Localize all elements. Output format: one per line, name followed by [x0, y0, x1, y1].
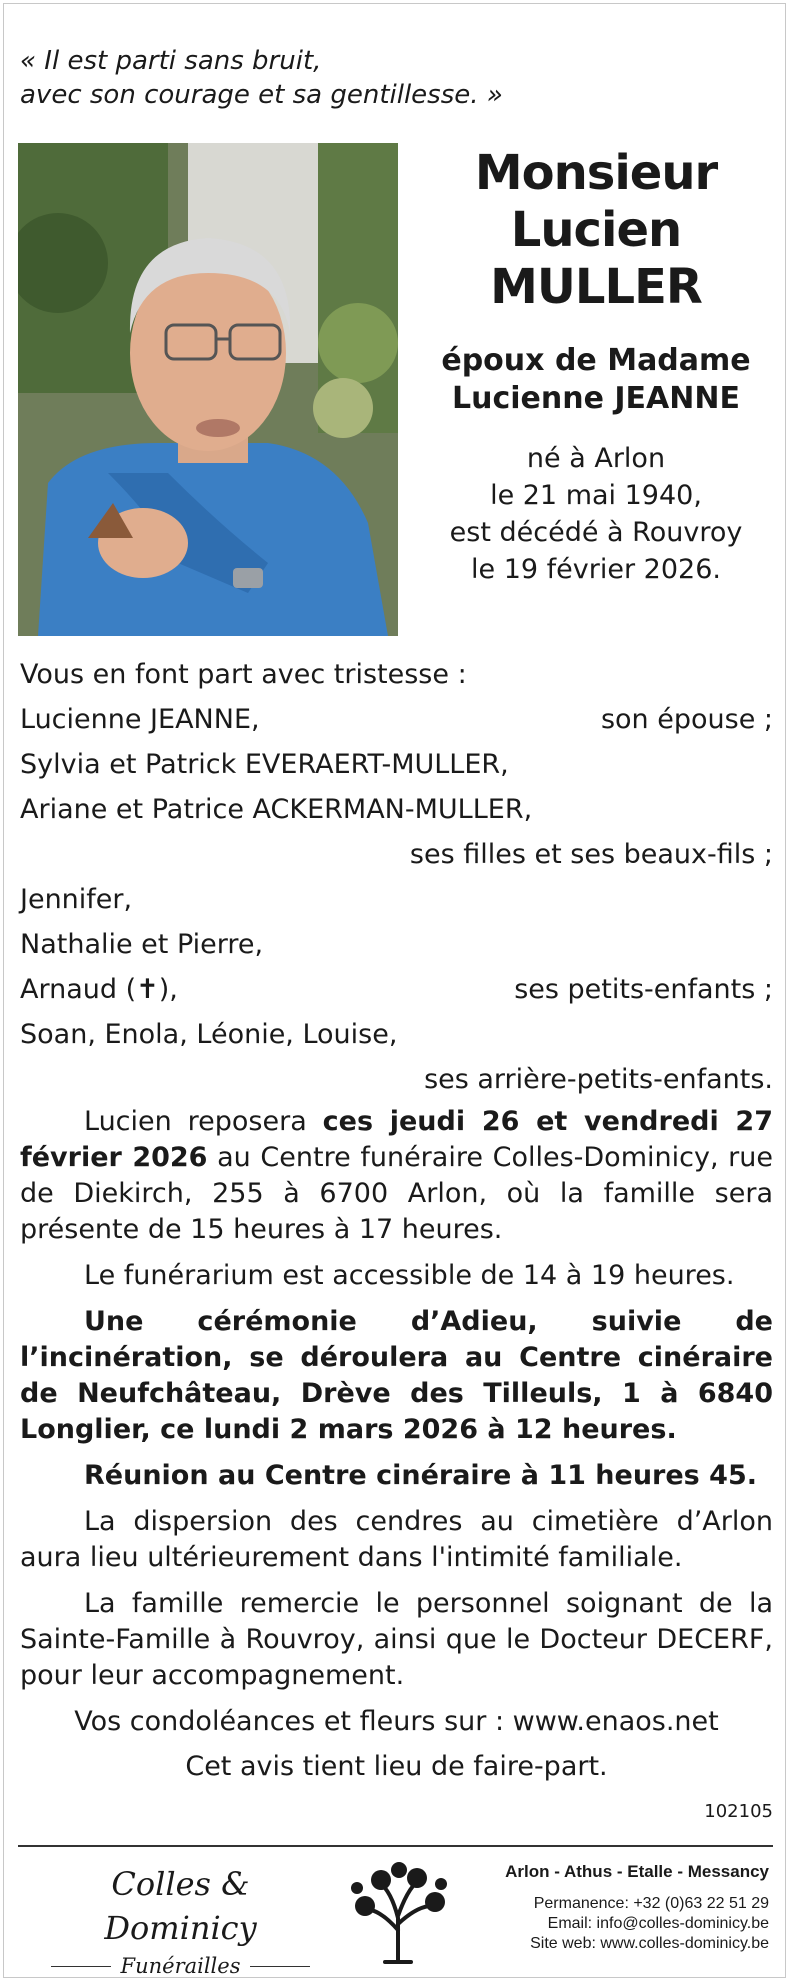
spouse-info	[420, 342, 772, 418]
visitation-dates: ces jeudi 26 et vendredi 27 février 2026	[20, 1106, 773, 1173]
grandchild-1: Jennifer,	[20, 884, 133, 915]
grandchild-3: Arnaud (✝),	[20, 974, 178, 1005]
epitaph-quote	[20, 44, 503, 112]
portrait-photo	[18, 143, 398, 636]
portrait-illustration	[18, 143, 398, 636]
visitation-text-end: au Centre funéraire Colles-Dominicy, rue de Diekirch, 255 à 6700 Arlon, où la famille sera présente de 15 heures à 17 heures.	[20, 1142, 773, 1245]
condolences-link[interactable]: Vos condoléances et fleurs sur : www.enaos.net	[74, 1706, 719, 1737]
reference-number: 102105	[704, 1801, 773, 1822]
ceremony-paragraph	[20, 1304, 773, 1448]
meeting-text: Réunion au Centre cinéraire à 11 heures 45.	[84, 1460, 757, 1491]
family-list	[20, 652, 773, 1102]
great-grandchildren-role: ses arrière-petits-enfants.	[424, 1064, 773, 1095]
notice-text: Cet avis tient lieu de faire-part.	[185, 1751, 608, 1782]
family-row-grandchildren	[20, 967, 773, 1012]
family-intro: Vous en font part avec tristesse :	[20, 659, 467, 690]
grandchild-2: Nathalie et Pierre,	[20, 929, 264, 960]
contact-info	[505, 1860, 769, 1954]
visitation-paragraph	[20, 1104, 773, 1248]
branch-towns: Arlon - Athus - Etalle - Messancy	[505, 1862, 769, 1881]
birth-date: le 21 mai 1940,	[490, 480, 702, 511]
funerarium-hours: Le funérarium est accessible de 14 à 19 heures.	[84, 1260, 735, 1291]
spouse-line-2: Lucienne JEANNE	[452, 381, 740, 416]
wife-role: son épouse ;	[600, 704, 773, 735]
deceased-title: Monsieur	[474, 145, 718, 201]
ceremony-text: Une cérémonie d’Adieu, suivie de l’incinération, se déroulera au Centre cinéraire de Neufchâteau, Drève des Tilleuls, 1 à 6840 Longlier, ce lundi 2 mars 2026 à 12 heures.	[20, 1306, 773, 1445]
quote-line-1: « Il est parti sans bruit,	[20, 46, 322, 76]
brand-rule-right	[250, 1966, 310, 1967]
brand-sub-text: Funérailles	[120, 1954, 241, 1978]
brand-rule-left	[51, 1966, 111, 1967]
deceased-identity	[420, 145, 772, 588]
thanks-paragraph: La famille remercie le personnel soignant de la Sainte-Famille à Rouvroy, ainsi que le Docteur DECERF, pour leur accompagnement.	[20, 1588, 773, 1691]
footer-divider	[18, 1845, 773, 1847]
grandchildren-role: ses petits-enfants ;	[514, 974, 773, 1005]
phone-line: Permanence: +32 (0)63 22 51 29	[533, 1895, 769, 1912]
brand-name: Colles & Dominicy	[104, 1865, 257, 1947]
great-grandchildren: Soan, Enola, Léonie, Louise,	[20, 1019, 398, 1050]
spouse-line-1: époux de Madame	[441, 343, 751, 378]
death-date: le 19 février 2026.	[471, 554, 721, 585]
brand-subtitle	[38, 1954, 323, 1978]
funeral-details	[20, 1104, 773, 1830]
daughter-1: Sylvia et Patrick EVERAERT-MULLER,	[20, 749, 509, 780]
ashes-paragraph: La dispersion des cendres au cimetière d’Arlon aura lieu ultérieurement dans l'intimité familiale.	[20, 1506, 773, 1573]
wife-name: Lucienne JEANNE,	[20, 704, 260, 735]
deceased-last-name: MULLER	[490, 259, 702, 315]
family-row-wife	[20, 697, 773, 742]
death-place: est décédé à Rouvroy	[449, 517, 743, 548]
daughters-role: ses filles et ses beaux-fils ;	[409, 839, 773, 870]
brand-logo-text	[38, 1862, 323, 1978]
visitation-text-start: Lucien reposera	[84, 1106, 323, 1137]
deceased-first-name: Lucien	[510, 202, 682, 258]
funeral-home-footer	[18, 1852, 773, 1978]
website-line[interactable]: Site web: www.colles-dominicy.be	[530, 1935, 769, 1952]
tree-icon	[343, 1858, 453, 1966]
birth-death-info	[420, 440, 772, 588]
meeting-paragraph	[20, 1458, 773, 1494]
quote-line-2: avec son courage et sa gentillesse. »	[20, 80, 503, 110]
email-line[interactable]: Email: info@colles-dominicy.be	[547, 1915, 769, 1932]
birth-place: né à Arlon	[526, 443, 666, 474]
daughter-2: Ariane et Patrice ACKERMAN-MULLER,	[20, 794, 533, 825]
